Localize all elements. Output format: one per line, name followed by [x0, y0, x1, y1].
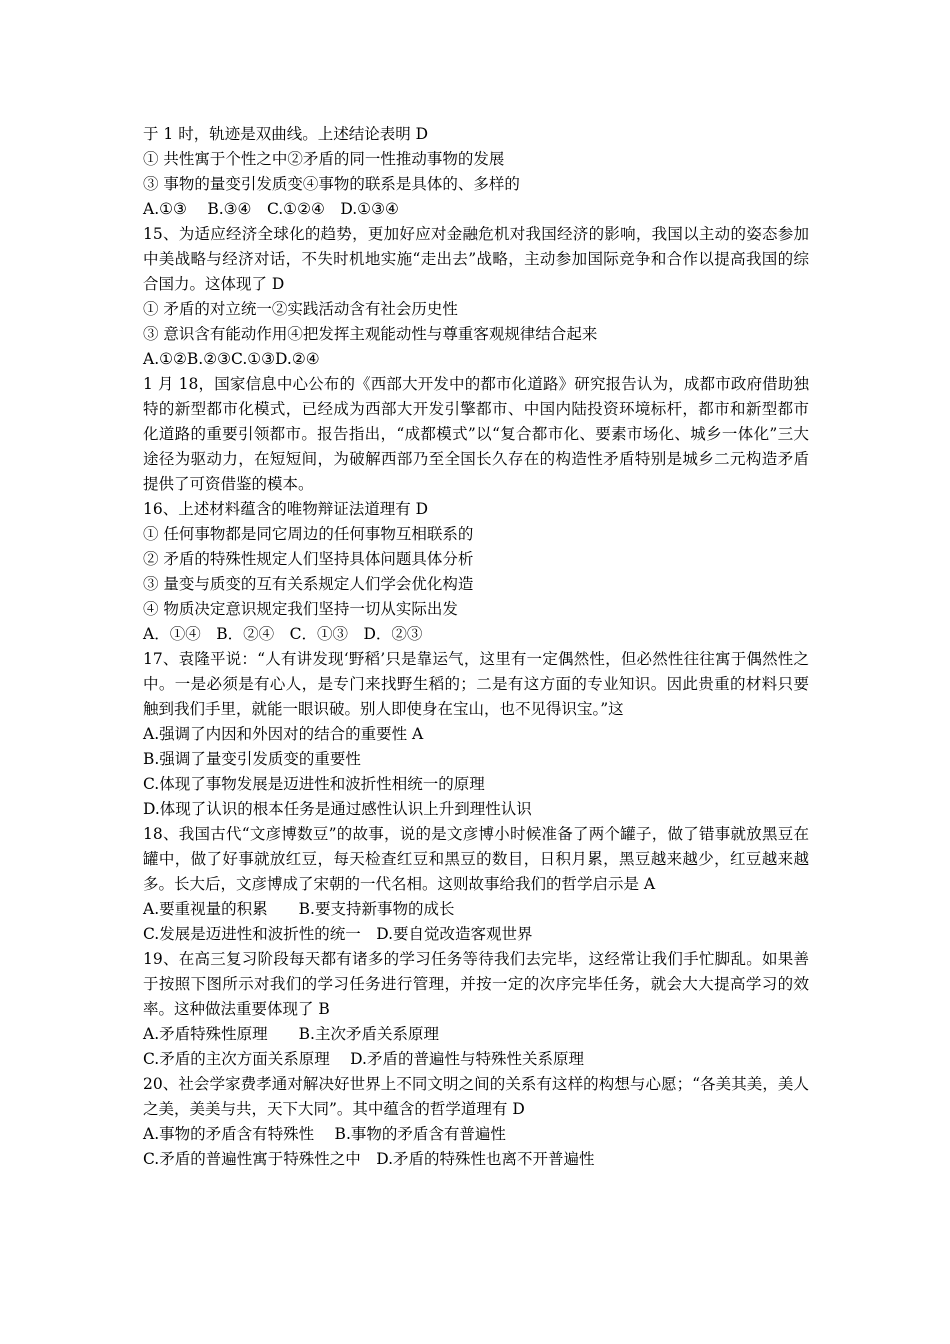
material-paragraph: 1 月 18，国家信息中心公布的《西部大开发中的都市化道路》研究报告认为，成都市政府借助独特的新型都市化模式，已经成为西部大开发引擎都市、中国内陆投资环境标杆，都市和新型都市化道路的重要引领都市。报告指出，“成都模式”以“复合都市化、要素市场化、城乡一体化”三大途径为驱动力，在短短间，为破解西部乃至全国长久存在的构造性矛盾特别是城乡二元构造矛盾提供了可资借鉴的模本。	[143, 375, 809, 493]
text-line: ③ 量变与质变的互有关系规定人们学会优化构造	[143, 575, 474, 593]
text-line: ③ 事物的量变引发质变④事物的联系是具体的、多样的	[143, 175, 520, 193]
text-line: ① 共性寓于个性之中②矛盾的同一性推动事物的发展	[143, 150, 505, 168]
question-20: 20、社会学家费孝通对解决好世界上不同文明之间的关系有这样的构想与心愿；“各美其美，美人之美，美美与共，天下大同”。其中蕴含的哲学道理有 D	[143, 1075, 809, 1118]
text-line: ① 任何事物都是同它周边的任何事物互相联系的	[143, 525, 474, 543]
text-line: ① 矛盾的对立统一②实践活动含有社会历史性	[143, 300, 458, 318]
text-line: A.矛盾特殊性原理 B.主次矛盾关系原理	[143, 1025, 439, 1043]
question-17: 17、袁隆平说：“人有讲发现‘野稻’只是靠运气，这里有一定偶然性，但必然性往往寓于偶然性之中。一是必须是有心人，是专门来找野生稻的；二是有这方面的专业知识。因此贵重的材料只要触到我们手里，就能一眼识破。别人即使身在宝山，也不见得识宝。”这	[143, 650, 809, 718]
text-line: ② 矛盾的特殊性规定人们坚持具体问题具体分析	[143, 550, 474, 568]
text-line: D.体现了认识的根本任务是通过感性认识上升到理性认识	[143, 800, 532, 818]
text-line: A.①②B.②③C.①③D.②④	[143, 350, 320, 368]
text-line: A．①④ B．②④ C．①③ D．②③	[143, 625, 423, 643]
text-line: C.发展是迈进性和波折性的统一 D.要自觉改造客观世界	[143, 925, 533, 943]
text-line: 16、上述材料蕴含的唯物辩证法道理有 D	[143, 500, 429, 518]
text-line: ④ 物质决定意识规定我们坚持一切从实际出发	[143, 600, 458, 618]
question-19: 19、在高三复习阶段每天都有诸多的学习任务等待我们去完毕，这经常让我们手忙脚乱。如果善于按照下图所示对我们的学习任务进行管理，并按一定的次序完毕任务，就会大大提高学习的效率。这种做法重要体现了 B	[143, 950, 809, 1018]
question-18: 18、我国古代“文彦博数豆”的故事，说的是文彦博小时候准备了两个罐子，做了错事就放黑豆在罐中，做了好事就放红豆，每天检查红豆和黑豆的数目，日积月累，黑豆越来越少，红豆越来越多。长大后，文彦博成了宋朝的一代名相。这则故事给我们的哲学启示是 A	[143, 825, 809, 893]
text-line: A.①③ B.③④ C.①②④ D.①③④	[143, 200, 399, 218]
text-line: B.强调了量变引发质变的重要性	[143, 750, 361, 768]
text-line: C.矛盾的普遍性寓于特殊性之中 D.矛盾的特殊性也离不开普遍性	[143, 1150, 595, 1168]
text-line: 于 1 时，轨迹是双曲线。上述结论表明 D	[143, 125, 429, 143]
text-line: A.事物的矛盾含有特殊性 B.事物的矛盾含有普遍性	[143, 1125, 506, 1143]
question-15: 15、为适应经济全球化的趋势，更加好应对金融危机对我国经济的影响，我国以主动的姿态参加中美战略与经济对话，不失时机地实施“走出去”战略，主动参加国际竞争和合作以提高我国的综合国力。这体现了 D	[143, 225, 809, 293]
text-line: ③ 意识含有能动作用④把发挥主观能动性与尊重客观规律结合起来	[143, 325, 598, 343]
text-line: A.强调了内因和外因对的结合的重要性 A	[143, 725, 424, 743]
text-line: C.体现了事物发展是迈进性和波折性相统一的原理	[143, 775, 485, 793]
text-line: A.要重视量的积累 B.要支持新事物的成长	[143, 900, 455, 918]
text-line: C.矛盾的主次方面关系原理 D.矛盾的普遍性与特殊性关系原理	[143, 1050, 584, 1068]
document-page	[143, 122, 809, 1172]
